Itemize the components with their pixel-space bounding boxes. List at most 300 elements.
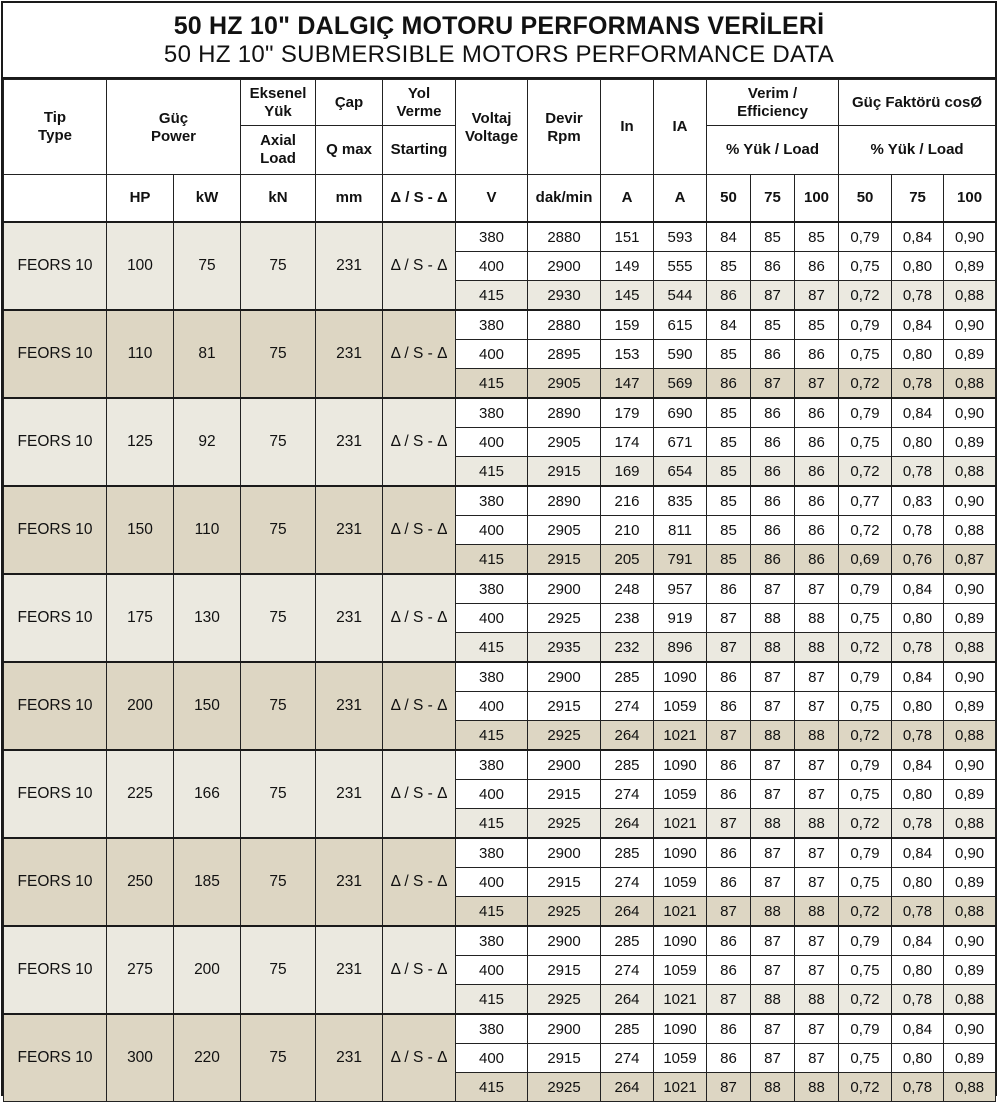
- rpm-cell: 2900: [528, 662, 601, 692]
- eff-50-cell: 85: [707, 516, 751, 545]
- pf-50-cell: 0,72: [839, 516, 892, 545]
- ia-cell: 1090: [654, 838, 707, 868]
- header-voltage-label: Voltage: [464, 128, 519, 145]
- kw-cell: 130: [174, 574, 241, 662]
- pf-100-cell: 0,89: [944, 1044, 996, 1073]
- pf-100-cell: 0,90: [944, 310, 996, 340]
- voltage-cell: 380: [456, 662, 528, 692]
- header-yol-label: Yol: [407, 84, 431, 102]
- eff-50-cell: 87: [707, 809, 751, 839]
- hp-cell: 150: [107, 486, 174, 574]
- qmax-cell: 231: [316, 486, 383, 574]
- kw-cell: 75: [174, 222, 241, 310]
- pf-50-cell: 0,75: [839, 340, 892, 369]
- rpm-cell: 2905: [528, 369, 601, 399]
- eff-100-cell: 88: [795, 721, 839, 751]
- table-row: [4, 310, 996, 340]
- pf-100-cell: 0,89: [944, 340, 996, 369]
- voltage-cell: 400: [456, 692, 528, 721]
- pf-75-cell: 0,84: [892, 574, 944, 604]
- voltage-cell: 415: [456, 369, 528, 399]
- pf-100-cell: 0,90: [944, 486, 996, 516]
- voltage-cell: 415: [456, 545, 528, 575]
- type-cell: FEORS 10: [4, 574, 107, 662]
- eff-100-cell: 87: [795, 838, 839, 868]
- pf-75-cell: 0,78: [892, 369, 944, 399]
- header-axial-label: Axial: [260, 132, 296, 149]
- table-row: [4, 662, 996, 692]
- pf-100-cell: 0,90: [944, 574, 996, 604]
- pf-100-cell: 0,88: [944, 721, 996, 751]
- rpm-cell: 2880: [528, 310, 601, 340]
- table-row: [4, 222, 996, 252]
- voltage-cell: 380: [456, 486, 528, 516]
- ia-cell: 590: [654, 340, 707, 369]
- table-row: [4, 926, 996, 956]
- rpm-cell: 2900: [528, 926, 601, 956]
- type-cell: FEORS 10: [4, 310, 107, 398]
- table-row: [4, 838, 996, 868]
- eff-50-cell: 86: [707, 369, 751, 399]
- ia-cell: 1059: [654, 692, 707, 721]
- unit-type-blank: [4, 175, 107, 223]
- voltage-cell: 400: [456, 340, 528, 369]
- eff-75-cell: 86: [751, 340, 795, 369]
- ia-cell: 544: [654, 281, 707, 311]
- unit-kw: kW: [174, 175, 241, 223]
- eff-75-cell: 87: [751, 1044, 795, 1073]
- rpm-cell: 2925: [528, 985, 601, 1015]
- eff-75-cell: 86: [751, 545, 795, 575]
- eff-75-cell: 86: [751, 398, 795, 428]
- pf-50-cell: 0,75: [839, 252, 892, 281]
- pf-100-cell: 0,88: [944, 809, 996, 839]
- pf-100-cell: 0,90: [944, 926, 996, 956]
- ia-cell: 791: [654, 545, 707, 575]
- eff-100-cell: 87: [795, 1014, 839, 1044]
- rpm-cell: 2900: [528, 574, 601, 604]
- pf-50-cell: 0,75: [839, 428, 892, 457]
- kw-cell: 150: [174, 662, 241, 750]
- rpm-cell: 2930: [528, 281, 601, 311]
- pf-50-cell: 0,79: [839, 750, 892, 780]
- hp-cell: 110: [107, 310, 174, 398]
- rpm-cell: 2895: [528, 340, 601, 369]
- rpm-cell: 2900: [528, 838, 601, 868]
- in-cell: 264: [601, 809, 654, 839]
- qmax-cell: 231: [316, 310, 383, 398]
- axial-load-cell: 75: [241, 486, 316, 574]
- pf-50-cell: 0,79: [839, 838, 892, 868]
- ia-cell: 1059: [654, 1044, 707, 1073]
- eff-100-cell: 86: [795, 428, 839, 457]
- unit-mm: mm: [316, 175, 383, 223]
- pf-50-cell: 0,72: [839, 809, 892, 839]
- in-cell: 264: [601, 721, 654, 751]
- voltage-cell: 400: [456, 780, 528, 809]
- rpm-cell: 2915: [528, 1044, 601, 1073]
- axial-load-cell: 75: [241, 398, 316, 486]
- pf-75-cell: 0,78: [892, 457, 944, 487]
- pf-75-cell: 0,84: [892, 662, 944, 692]
- pf-50-cell: 0,72: [839, 281, 892, 311]
- pf-75-cell: 0,84: [892, 310, 944, 340]
- header-tip-label: Tip: [43, 109, 67, 126]
- type-cell: FEORS 10: [4, 750, 107, 838]
- header-rpm-label: Rpm: [547, 128, 581, 145]
- starting-cell: Δ / S - Δ: [383, 574, 456, 662]
- eff-100-cell: 87: [795, 956, 839, 985]
- voltage-cell: 400: [456, 1044, 528, 1073]
- header-starting-en: Starting: [383, 126, 456, 175]
- eff-50-cell: 84: [707, 310, 751, 340]
- pf-75-cell: 0,84: [892, 1014, 944, 1044]
- table-row: [4, 398, 996, 428]
- pf-50-cell: 0,79: [839, 662, 892, 692]
- kw-cell: 185: [174, 838, 241, 926]
- ia-cell: 957: [654, 574, 707, 604]
- rpm-cell: 2925: [528, 809, 601, 839]
- voltage-cell: 380: [456, 838, 528, 868]
- type-cell: FEORS 10: [4, 662, 107, 750]
- eff-75-cell: 87: [751, 926, 795, 956]
- eff-75-cell: 85: [751, 222, 795, 252]
- in-cell: 285: [601, 750, 654, 780]
- in-cell: 232: [601, 633, 654, 663]
- eff-100-cell: 86: [795, 545, 839, 575]
- ia-cell: 1021: [654, 897, 707, 927]
- header-diameter-tr: Çap: [316, 80, 383, 126]
- eff-100-cell: 86: [795, 516, 839, 545]
- pf-50-cell: 0,79: [839, 1014, 892, 1044]
- unit-ia: A: [654, 175, 707, 223]
- hp-cell: 200: [107, 662, 174, 750]
- starting-cell: Δ / S - Δ: [383, 926, 456, 1014]
- voltage-cell: 380: [456, 1014, 528, 1044]
- header-devir-label: Devir: [545, 110, 583, 127]
- starting-cell: Δ / S - Δ: [383, 486, 456, 574]
- ia-cell: 1021: [654, 809, 707, 839]
- table-header: [4, 80, 996, 223]
- pf-100-cell: 0,88: [944, 1073, 996, 1102]
- pf-50-cell: 0,75: [839, 604, 892, 633]
- starting-cell: Δ / S - Δ: [383, 838, 456, 926]
- kw-cell: 110: [174, 486, 241, 574]
- type-cell: FEORS 10: [4, 1014, 107, 1102]
- eff-75-cell: 86: [751, 252, 795, 281]
- eff-100-cell: 88: [795, 985, 839, 1015]
- hp-cell: 225: [107, 750, 174, 838]
- voltage-cell: 380: [456, 398, 528, 428]
- pf-50-cell: 0,77: [839, 486, 892, 516]
- in-cell: 174: [601, 428, 654, 457]
- pf-50-cell: 0,75: [839, 780, 892, 809]
- unit-hp: HP: [107, 175, 174, 223]
- unit-pf-75: 75: [892, 175, 944, 223]
- eff-75-cell: 87: [751, 281, 795, 311]
- pf-100-cell: 0,89: [944, 252, 996, 281]
- pf-50-cell: 0,79: [839, 574, 892, 604]
- pf-100-cell: 0,88: [944, 633, 996, 663]
- axial-load-cell: 75: [241, 926, 316, 1014]
- eff-75-cell: 88: [751, 604, 795, 633]
- qmax-cell: 231: [316, 838, 383, 926]
- ia-cell: 1090: [654, 1014, 707, 1044]
- unit-pf-100: 100: [944, 175, 996, 223]
- eff-50-cell: 86: [707, 780, 751, 809]
- eff-50-cell: 87: [707, 633, 751, 663]
- pf-100-cell: 0,87: [944, 545, 996, 575]
- eff-50-cell: 86: [707, 1014, 751, 1044]
- eff-50-cell: 86: [707, 868, 751, 897]
- hp-cell: 125: [107, 398, 174, 486]
- pf-100-cell: 0,88: [944, 457, 996, 487]
- unit-eff-50: 50: [707, 175, 751, 223]
- qmax-cell: 231: [316, 662, 383, 750]
- pf-100-cell: 0,88: [944, 369, 996, 399]
- in-cell: 264: [601, 897, 654, 927]
- eff-50-cell: 87: [707, 604, 751, 633]
- rpm-cell: 2905: [528, 428, 601, 457]
- in-cell: 216: [601, 486, 654, 516]
- eff-75-cell: 88: [751, 1073, 795, 1102]
- table-row: [4, 750, 996, 780]
- eff-100-cell: 88: [795, 1073, 839, 1102]
- pf-50-cell: 0,72: [839, 369, 892, 399]
- eff-75-cell: 87: [751, 838, 795, 868]
- header-qmax: Q max: [316, 126, 383, 175]
- rpm-cell: 2880: [528, 222, 601, 252]
- axial-load-cell: 75: [241, 310, 316, 398]
- hp-cell: 100: [107, 222, 174, 310]
- header-yuk-label: Yük: [264, 102, 292, 120]
- hp-cell: 300: [107, 1014, 174, 1102]
- header-type: [4, 80, 107, 175]
- ia-cell: 835: [654, 486, 707, 516]
- eff-75-cell: 88: [751, 809, 795, 839]
- in-cell: 274: [601, 868, 654, 897]
- header-axial-en: [241, 126, 316, 175]
- rpm-cell: 2915: [528, 692, 601, 721]
- rpm-cell: 2925: [528, 721, 601, 751]
- pf-75-cell: 0,84: [892, 838, 944, 868]
- header-power-label: Power: [151, 128, 197, 145]
- header-pf-load: % Yük / Load: [839, 126, 996, 175]
- pf-50-cell: 0,79: [839, 222, 892, 252]
- pf-75-cell: 0,80: [892, 340, 944, 369]
- eff-75-cell: 87: [751, 662, 795, 692]
- eff-100-cell: 87: [795, 692, 839, 721]
- qmax-cell: 231: [316, 926, 383, 1014]
- performance-table: [3, 79, 996, 1102]
- voltage-cell: 415: [456, 633, 528, 663]
- ia-cell: 919: [654, 604, 707, 633]
- eff-50-cell: 86: [707, 281, 751, 311]
- eff-50-cell: 86: [707, 750, 751, 780]
- in-cell: 210: [601, 516, 654, 545]
- eff-50-cell: 87: [707, 985, 751, 1015]
- eff-50-cell: 85: [707, 457, 751, 487]
- pf-100-cell: 0,89: [944, 868, 996, 897]
- pf-50-cell: 0,69: [839, 545, 892, 575]
- eff-50-cell: 84: [707, 222, 751, 252]
- starting-cell: Δ / S - Δ: [383, 1014, 456, 1102]
- in-cell: 264: [601, 1073, 654, 1102]
- rpm-cell: 2935: [528, 633, 601, 663]
- pf-50-cell: 0,79: [839, 310, 892, 340]
- rpm-cell: 2915: [528, 457, 601, 487]
- table-row: [4, 574, 996, 604]
- rpm-cell: 2905: [528, 516, 601, 545]
- rpm-cell: 2890: [528, 398, 601, 428]
- header-voltage: [456, 80, 528, 175]
- unit-rpm: dak/min: [528, 175, 601, 223]
- rpm-cell: 2915: [528, 545, 601, 575]
- header-efficiency-load: % Yük / Load: [707, 126, 839, 175]
- pf-75-cell: 0,80: [892, 956, 944, 985]
- pf-75-cell: 0,78: [892, 985, 944, 1015]
- eff-75-cell: 87: [751, 692, 795, 721]
- ia-cell: 1090: [654, 750, 707, 780]
- eff-50-cell: 85: [707, 252, 751, 281]
- eff-75-cell: 87: [751, 1014, 795, 1044]
- kw-cell: 92: [174, 398, 241, 486]
- eff-75-cell: 85: [751, 310, 795, 340]
- voltage-cell: 400: [456, 956, 528, 985]
- starting-cell: Δ / S - Δ: [383, 310, 456, 398]
- eff-100-cell: 87: [795, 574, 839, 604]
- qmax-cell: 231: [316, 1014, 383, 1102]
- eff-100-cell: 87: [795, 926, 839, 956]
- ia-cell: 896: [654, 633, 707, 663]
- header-power: [107, 80, 241, 175]
- rpm-cell: 2915: [528, 780, 601, 809]
- unit-in: A: [601, 175, 654, 223]
- rpm-cell: 2925: [528, 1073, 601, 1102]
- type-cell: FEORS 10: [4, 926, 107, 1014]
- pf-100-cell: 0,89: [944, 956, 996, 985]
- performance-sheet: [1, 1, 997, 1096]
- pf-75-cell: 0,84: [892, 750, 944, 780]
- eff-75-cell: 87: [751, 750, 795, 780]
- ia-cell: 654: [654, 457, 707, 487]
- voltage-cell: 415: [456, 809, 528, 839]
- axial-load-cell: 75: [241, 838, 316, 926]
- eff-50-cell: 87: [707, 1073, 751, 1102]
- in-cell: 274: [601, 692, 654, 721]
- eff-50-cell: 86: [707, 1044, 751, 1073]
- eff-50-cell: 85: [707, 428, 751, 457]
- header-rpm: [528, 80, 601, 175]
- in-cell: 248: [601, 574, 654, 604]
- eff-75-cell: 87: [751, 369, 795, 399]
- voltage-cell: 380: [456, 222, 528, 252]
- eff-75-cell: 88: [751, 897, 795, 927]
- voltage-cell: 400: [456, 868, 528, 897]
- eff-50-cell: 87: [707, 897, 751, 927]
- type-cell: FEORS 10: [4, 222, 107, 310]
- in-cell: 274: [601, 1044, 654, 1073]
- eff-100-cell: 87: [795, 281, 839, 311]
- table-body: [4, 222, 996, 1102]
- ia-cell: 1059: [654, 956, 707, 985]
- eff-50-cell: 85: [707, 398, 751, 428]
- voltage-cell: 380: [456, 926, 528, 956]
- voltage-cell: 415: [456, 281, 528, 311]
- header-ia: IA: [654, 80, 707, 175]
- rpm-cell: 2900: [528, 252, 601, 281]
- pf-75-cell: 0,78: [892, 516, 944, 545]
- pf-50-cell: 0,72: [839, 633, 892, 663]
- qmax-cell: 231: [316, 222, 383, 310]
- pf-75-cell: 0,78: [892, 1073, 944, 1102]
- eff-100-cell: 87: [795, 1044, 839, 1073]
- eff-100-cell: 86: [795, 486, 839, 516]
- rpm-cell: 2915: [528, 956, 601, 985]
- pf-100-cell: 0,90: [944, 838, 996, 868]
- ia-cell: 1059: [654, 868, 707, 897]
- header-in: In: [601, 80, 654, 175]
- pf-50-cell: 0,75: [839, 692, 892, 721]
- pf-100-cell: 0,90: [944, 398, 996, 428]
- in-cell: 285: [601, 1014, 654, 1044]
- pf-100-cell: 0,89: [944, 428, 996, 457]
- pf-50-cell: 0,72: [839, 457, 892, 487]
- eff-100-cell: 86: [795, 398, 839, 428]
- eff-75-cell: 88: [751, 985, 795, 1015]
- unit-eff-100: 100: [795, 175, 839, 223]
- eff-100-cell: 85: [795, 310, 839, 340]
- starting-cell: Δ / S - Δ: [383, 750, 456, 838]
- header-voltaj-label: Voltaj: [471, 110, 512, 127]
- eff-75-cell: 87: [751, 780, 795, 809]
- eff-100-cell: 88: [795, 633, 839, 663]
- ia-cell: 1059: [654, 780, 707, 809]
- rpm-cell: 2900: [528, 750, 601, 780]
- eff-100-cell: 87: [795, 868, 839, 897]
- ia-cell: 1021: [654, 985, 707, 1015]
- kw-cell: 200: [174, 926, 241, 1014]
- eff-75-cell: 88: [751, 721, 795, 751]
- eff-75-cell: 88: [751, 633, 795, 663]
- voltage-cell: 380: [456, 750, 528, 780]
- voltage-cell: 400: [456, 604, 528, 633]
- in-cell: 169: [601, 457, 654, 487]
- voltage-cell: 415: [456, 1073, 528, 1102]
- ia-cell: 555: [654, 252, 707, 281]
- type-cell: FEORS 10: [4, 838, 107, 926]
- ia-cell: 671: [654, 428, 707, 457]
- pf-75-cell: 0,80: [892, 692, 944, 721]
- eff-75-cell: 87: [751, 868, 795, 897]
- title-turkish: 50 HZ 10" DALGIÇ MOTORU PERFORMANS VERİLERİ: [173, 12, 825, 40]
- header-power-factor: Güç Faktörü cosØ: [839, 80, 996, 126]
- starting-cell: Δ / S - Δ: [383, 398, 456, 486]
- eff-50-cell: 86: [707, 956, 751, 985]
- in-cell: 147: [601, 369, 654, 399]
- header-verme-label: Verme: [396, 102, 442, 120]
- header-efficiency-label: Efficiency: [737, 102, 808, 120]
- pf-75-cell: 0,80: [892, 868, 944, 897]
- eff-100-cell: 88: [795, 604, 839, 633]
- eff-50-cell: 85: [707, 340, 751, 369]
- eff-50-cell: 85: [707, 486, 751, 516]
- header-eksenel-label: Eksenel: [249, 84, 307, 102]
- hp-cell: 275: [107, 926, 174, 1014]
- title-block: [3, 3, 995, 79]
- pf-75-cell: 0,84: [892, 398, 944, 428]
- pf-50-cell: 0,75: [839, 1044, 892, 1073]
